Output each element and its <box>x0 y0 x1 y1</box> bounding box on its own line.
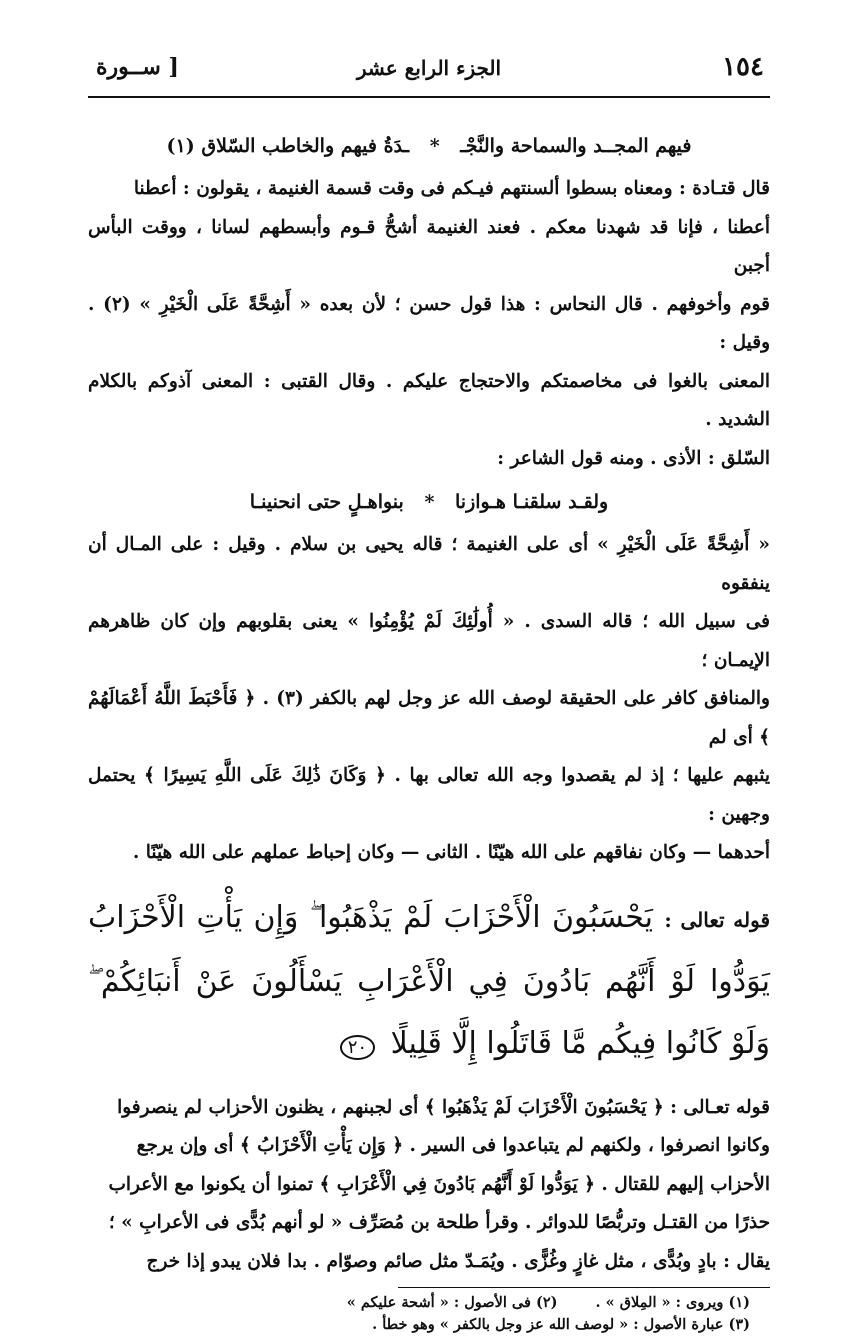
text-line: أحدهما — وكان نفاقهم على الله هيّنًا . الثانى — وكان إحباط عملهم على الله هيّنًا . <box>132 842 770 863</box>
book-page <box>88 40 771 1333</box>
commentary-paragraph-1 <box>88 170 770 478</box>
text-line: فى سبيل الله ؛ قاله السدى . « أُولَٰئِكَ لَمْ يُؤْمِنُوا » يعنى بقلوبهم وإن كان ظاهرهم الإيمـان ؛ <box>88 611 770 671</box>
poetry-verse-2 <box>88 478 770 526</box>
text-line: يثبهم عليها ؛ إذ لم يقصدوا وجه الله تعالى بها . ﴿ وَكَانَ ذَٰلِكَ عَلَى اللَّهِ يَسِيرًا ﴾ يحتمل وجهين : <box>88 765 770 825</box>
commentary-paragraph-2 <box>88 526 770 873</box>
page-header <box>88 40 770 98</box>
text-line: قال قتـادة : ومعناه بسطوا ألسنتهم فيـكم فى وقت قسمة الغنيمة ، يقولون : أعطنا <box>133 178 770 199</box>
verse-separator: * <box>424 491 435 513</box>
quran-verse-lead: قوله تعالى : <box>664 907 771 932</box>
footnote-1: (١) ويروى : « المِلاق » . <box>595 1294 750 1311</box>
verse-1-left-hemistich: ـدَةُ فيهم والخاطب السّلاق (١) <box>166 135 410 157</box>
verse-2-right-hemistich: ولقـد سلقنـا هـوازنا <box>455 491 609 513</box>
verse-separator: * <box>429 135 440 157</box>
footnote-row <box>88 1292 750 1314</box>
text-line: يقال : بادٍ وبُدًّى ، مثل غازٍ وغُزًّى . ويُمَـدّ مثل صائم وصوّام . بدا فلان يبدو إذا خرج <box>146 1250 770 1272</box>
footnote-row <box>88 1314 750 1336</box>
text-line: وكانوا انصرفوا ، ولكنهم لم يتباعدوا فى السير . ﴿ وَإِن يَأْتِ الْأَحْزَابُ ﴾ أى وإن يرجع <box>136 1135 770 1156</box>
verse-2-left-hemistich: بنواهـلٍ حتى انحنينـا <box>249 491 404 513</box>
commentary-paragraph-3 <box>88 1089 770 1282</box>
text-line: والمنافق كافر على الحقيقة لوصف الله عز وجل لهم بالكفر (٣) . ﴿ فَأَحْبَطَ اللَّهُ أَعْمَالَهُمْ ﴾ أى لم <box>88 688 770 748</box>
footnote-3: (٣) عبارة الأصول : « لوصف الله عز وجل بالكفر » وهو خطأ . <box>372 1316 750 1333</box>
text-line: حذرًا من القتـل وتربُّصًا للدوائر . وقرأ طلحة بن مُصَرِّف « لو أنهم بُدًّى فى الأعرابِ » ؛ <box>108 1212 770 1233</box>
text-line: قوم وأخوفهم . قال النحاس : هذا قول حسن ؛ لأن بعده « أَشِحَّةً عَلَى الْخَيْرِ » (٢) . وقيل : <box>88 293 771 353</box>
surah-label: [ ســورة <box>96 54 179 80</box>
footnotes <box>88 1292 770 1336</box>
text-line: أعطنا ، فإنا قد شهدنا معكم . فعند الغنيمة أشحُّ قـوم وأبسطهم لسانا ، ووقت البأس أجبن <box>88 216 770 276</box>
text-line: المعنى بالغوا فى مخاصمتكم والاحتجاج عليكم . وقال القتبى : المعنى آذوكم بالكلام الشديد . <box>88 370 770 430</box>
running-title: الجزء الرابع عشر <box>356 56 502 80</box>
quran-verse-block <box>88 887 770 1079</box>
text-line: السّلق : الأذى . ومنه قول الشاعر : <box>497 447 770 469</box>
verse-1-right-hemistich: فيهم المجــد والسماحة والنَّجْـ <box>460 135 692 157</box>
verse-number-medallion: ٢٠ <box>340 1035 375 1060</box>
footnote-divider <box>398 1287 770 1288</box>
text-line: قوله تعـالى : ﴿ يَحْسَبُونَ الْأَحْزَابَ لَمْ يَذْهَبُوا ﴾ أى لجبنهم ، يظنون الأحزاب لم ينصرفوا <box>117 1096 770 1118</box>
text-line: الأحزاب إليهم للقتال . ﴿ يَوَدُّوا لَوْ أَنَّهُم بَادُونَ فِي الْأَعْرَابِ ﴾ تمنوا أن يكونوا مع الأعراب <box>108 1173 770 1195</box>
page-number: ١٥٤ <box>722 52 764 82</box>
footnote-2: (٢) فى الأصول : « أشحة عليكم » <box>346 1294 558 1311</box>
quran-verse-text: يَحْسَبُونَ الْأَحْزَابَ لَمْ يَذْهَبُوا ۖ وَإِن يَأْتِ الْأَحْزَابُ يَوَدُّوا لَوْ أَنَّهُم بَادُونَ فِي الْأَعْرَابِ يَسْأَلُونَ عَنْ أَنبَائِكُمْ ۖ وَلَوْ كَانُوا فِيكُم مَّا قَاتَلُوا إِلَّا قَلِيلًا <box>88 899 770 1061</box>
poetry-verse-1 <box>88 122 770 170</box>
text-line: « أَشِحَّةً عَلَى الْخَيْرِ » أى على الغنيمة ؛ قاله يحيى بن سلام . وقيل : على المـال أن ينفقوه <box>88 534 770 594</box>
